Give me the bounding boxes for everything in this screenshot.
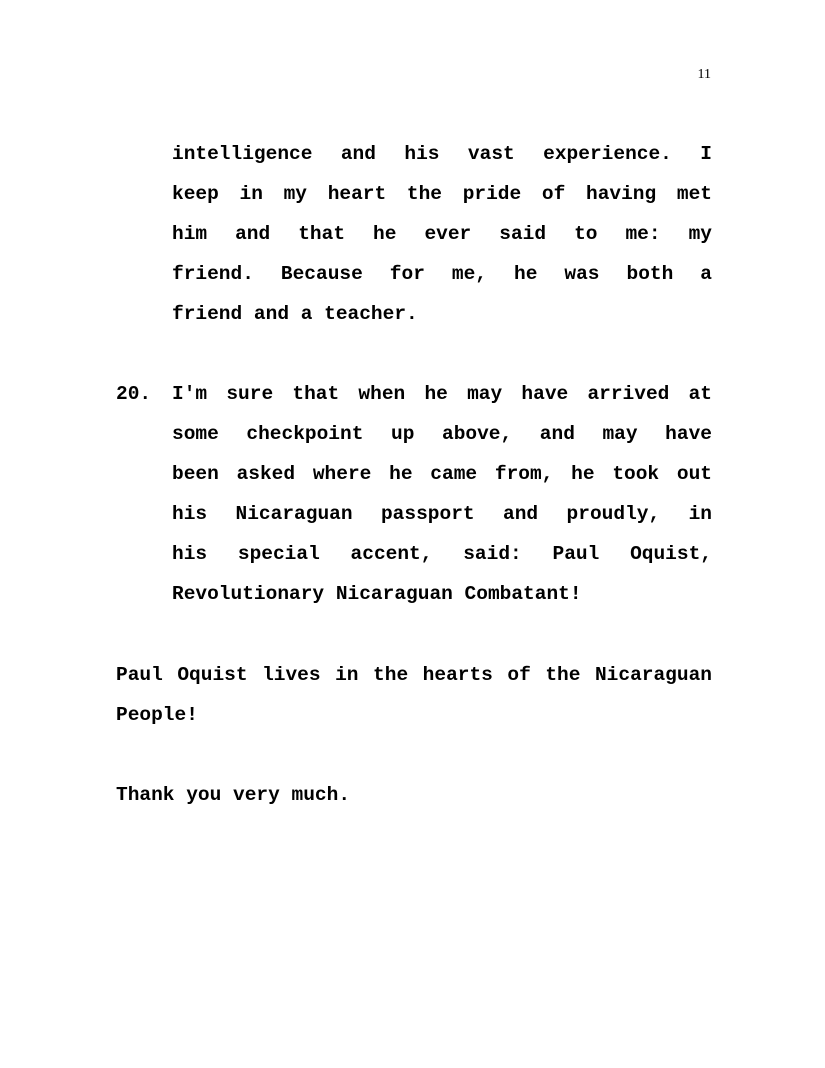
paragraph-line: People!	[116, 704, 198, 726]
item-number: 20.	[116, 383, 152, 405]
paragraph-line: friend. Because for me, he was both a	[172, 263, 712, 285]
paragraph-line: keep in my heart the pride of having met	[172, 183, 712, 205]
paragraph-line: some checkpoint up above, and may have	[172, 423, 712, 445]
closing-paragraph	[116, 655, 712, 735]
continued-paragraph	[172, 134, 712, 334]
paragraph-line: his Nicaraguan passport and proudly, in	[172, 503, 712, 525]
paragraph-line: him and that he ever said to me: my	[172, 223, 712, 245]
paragraph-line: Thank you very much.	[116, 784, 351, 806]
paragraph-line: intelligence and his vast experience. I	[172, 143, 712, 165]
numbered-paragraph	[172, 374, 712, 614]
thanks-line	[116, 775, 712, 815]
paragraph-line: Paul Oquist lives in the hearts of the Nicaraguan	[116, 664, 712, 686]
paragraph-line: been asked where he came from, he took out	[172, 463, 712, 485]
page-number: 11	[697, 67, 711, 82]
paragraph-line: Revolutionary Nicaraguan Combatant!	[172, 583, 582, 605]
paragraph-line: I'm sure that when he may have arrived at	[172, 383, 712, 405]
paragraph-line: his special accent, said: Paul Oquist,	[172, 543, 712, 565]
paragraph-line: friend and a teacher.	[172, 303, 418, 325]
